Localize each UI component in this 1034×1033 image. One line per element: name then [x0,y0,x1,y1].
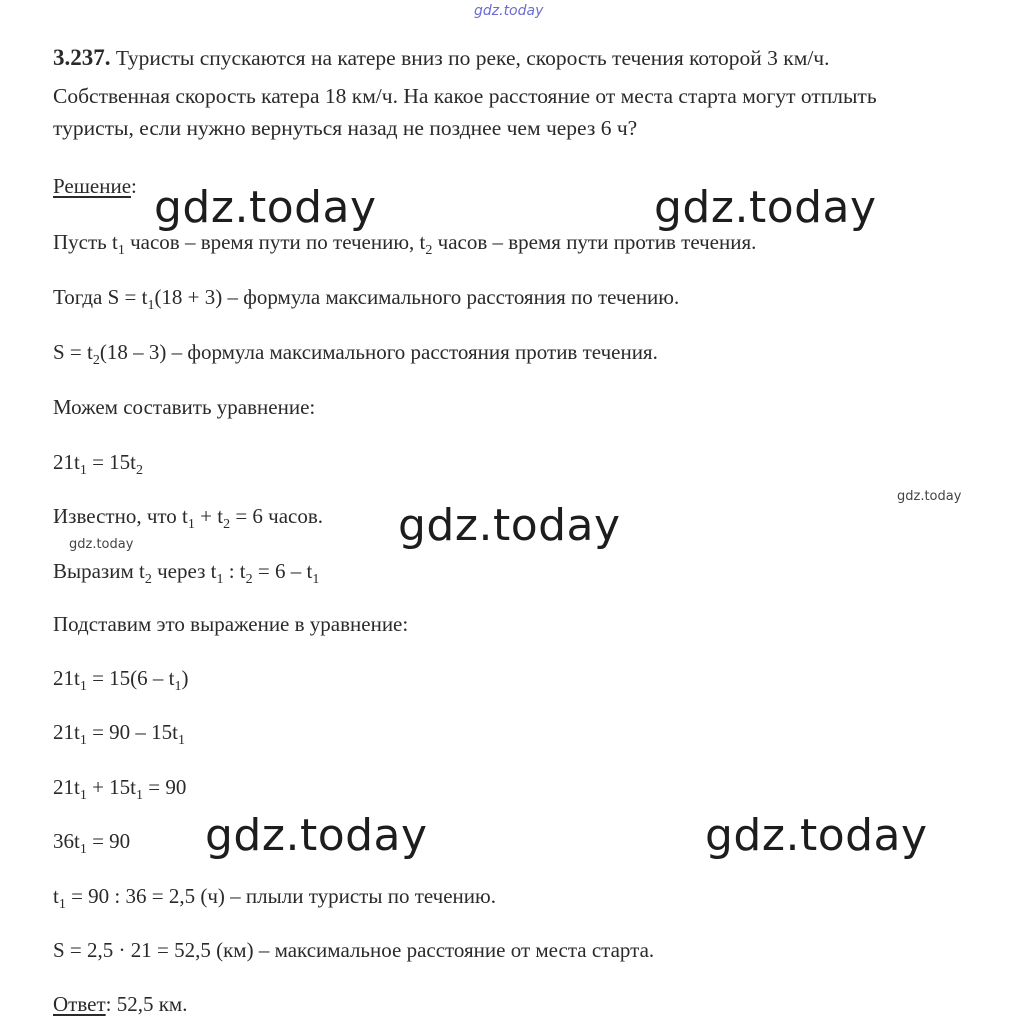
problem-statement-line-3: туристы, если нужно вернуться назад не позднее чем через 6 ч? [53,116,638,140]
solution-equation: $21t_1 = 15t_2$ [53,450,144,478]
problem-statement-line-2: Собственная скорость катера 18 км/ч. На какое расстояние от места старта могут отплыть [53,84,877,108]
problem-number: 3.237. [53,45,111,70]
solution-heading-colon: : [131,174,137,198]
problem-text: Туристы спускаются на катере вниз по реке, скорость течения которой 3 км/ч. [115,46,830,70]
watermark-small: gdz.today [897,489,962,504]
problem-statement-line-1 [53,46,829,70]
solution-step: Пусть $t_1$ часов – время пути по течению, $t_2$ часов – время пути против течения. [53,230,757,258]
solution-heading [53,176,137,197]
solution-step: $t_1 = 90$ : 36 = 2,5 (ч) – плыли туристы по течению. [53,884,496,912]
watermark-large: gdz.today [705,810,928,861]
answer-label: Ответ [53,992,106,1016]
watermark-large: gdz.today [654,182,877,233]
solution-equation: $36t_1 = 90$ [53,829,131,857]
solution-step: S = 2,5 · 21 = 52,5 (км) – максимальное расстояние от места старта. [53,938,655,962]
solution-step: Подставим это выражение в уравнение: [53,612,409,636]
solution-step: Можем составить уравнение: [53,395,316,419]
solution-heading-label: Решение [53,174,132,198]
solution-step: Выразим $t_2$ через $t_1$ : $t_2 = 6 - t_1$ [53,559,320,587]
solution-step: Известно, что $t_1 + t_2 = 6$ часов. [53,504,324,532]
watermark-large: gdz.today [398,500,621,551]
solution-equation: $21t_1 = 15(6 - t_1)$ [53,666,189,694]
solution-step: $S = t_2(18 - 3)$ – формула максимального расстояния против течения. [53,340,658,368]
watermark-top: gdz.today [474,3,544,19]
answer-value: : 52,5 км. [105,992,188,1016]
watermark-large: gdz.today [205,810,428,861]
solution-equation: $21t_1 + 15t_1 = 90$ [53,775,187,803]
solution-step: Тогда $S = t_1(18 + 3)$ – формула максимального расстояния по течению. [53,285,680,313]
watermark-small: gdz.today [69,537,134,552]
watermark-large: gdz.today [154,182,377,233]
solution-equation: $21t_1 = 90 - 15t_1$ [53,720,186,748]
answer [53,994,187,1015]
